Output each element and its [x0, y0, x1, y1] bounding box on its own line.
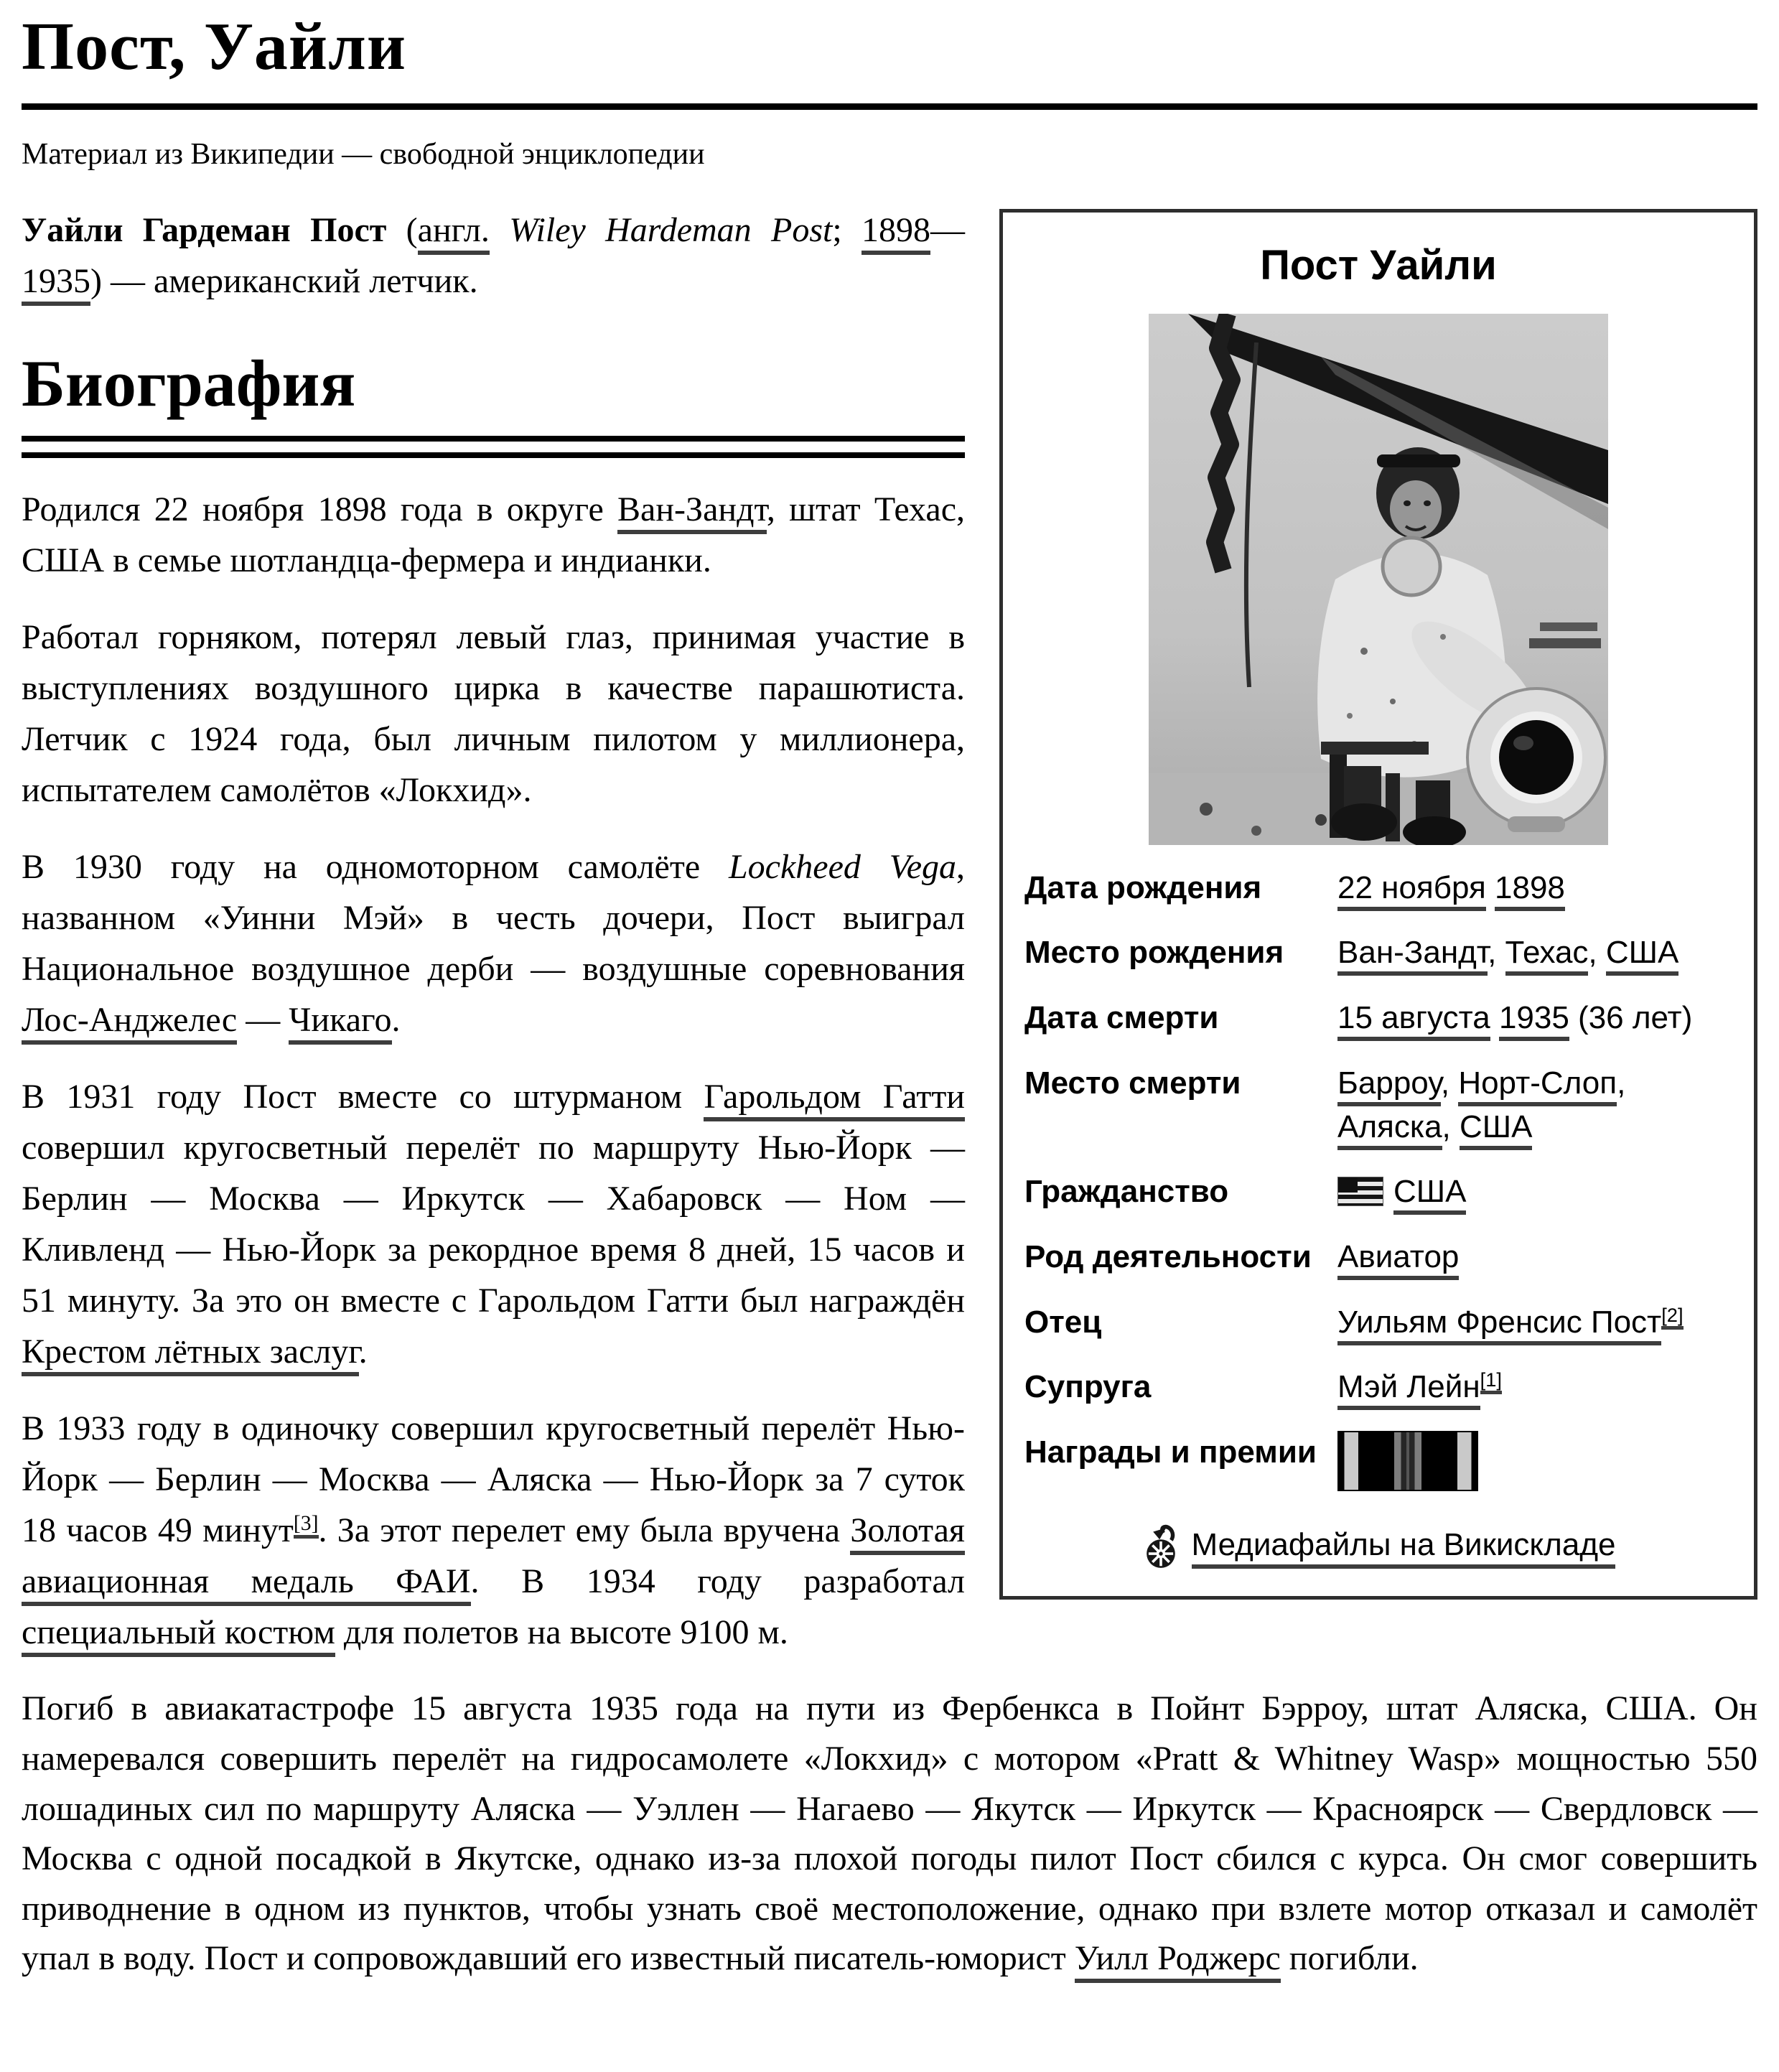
- text-link[interactable]: США: [1606, 935, 1678, 976]
- text-link[interactable]: Норт-Слоп: [1458, 1065, 1617, 1106]
- text-link[interactable]: Лос-Анджелес: [22, 1001, 237, 1045]
- usa-flag-icon: [1337, 1177, 1383, 1206]
- infobox-value: [1333, 931, 1732, 975]
- text-run: —: [930, 210, 965, 249]
- text-run: , названном «Уинни Мэй» в честь дочери, Пост выиграл Национальное воздушное дерби — воздушные соревнования: [22, 847, 966, 988]
- infobox-value: [1333, 1301, 1732, 1345]
- infobox-value: [1333, 997, 1732, 1040]
- text-run: для полетов на высоте 9100 м.: [335, 1613, 788, 1652]
- text-link[interactable]: специальный костюм: [22, 1613, 335, 1657]
- infobox-row-death-place: [1024, 1062, 1732, 1149]
- text-link[interactable]: Уильям Френсис Пост: [1337, 1305, 1661, 1345]
- infobox-row-birth-place: [1024, 931, 1732, 975]
- infobox-title: Пост Уайли: [1260, 241, 1497, 289]
- infobox-row-citizenship: [1024, 1170, 1732, 1214]
- infobox-value-text: [1393, 1174, 1466, 1215]
- text-run: (36 лет): [1569, 1000, 1693, 1036]
- text-run: , штат Техас, США в семье шотландца-фермера и индианки.: [22, 490, 966, 579]
- text-run: погибли.: [1280, 1939, 1419, 1978]
- text-run: Работал горняком, потерял левый глаз, принимая участие в выступлениях воздушного цирка в качестве парашютиста. Летчик с 1924 года, был личным пилотом у миллионера, испытателем самолётов «Локхид».: [22, 617, 965, 809]
- text-link[interactable]: Техас: [1505, 935, 1589, 976]
- text-link[interactable]: Крестом лётных заслуг: [22, 1333, 359, 1376]
- text-run: ,: [1488, 935, 1505, 971]
- infobox-value: [1333, 1431, 1732, 1491]
- text-link[interactable]: 1935: [1499, 1000, 1569, 1041]
- article-content: [22, 205, 1757, 1984]
- infobox-label: Место смерти: [1024, 1065, 1241, 1101]
- text-link[interactable]: Ван-Зандт: [617, 490, 767, 534]
- text-run: ,: [1440, 1065, 1459, 1101]
- infobox-value: [1333, 1236, 1732, 1279]
- paragraph-death: [22, 1684, 1757, 1984]
- infobox-value: [1333, 1170, 1732, 1214]
- infobox-label: Супруга: [1024, 1369, 1152, 1405]
- text-link[interactable]: США: [1460, 1109, 1532, 1150]
- text-run: (: [386, 210, 418, 249]
- section-divider-line1: [22, 436, 965, 442]
- text-link[interactable]: 15 августа: [1337, 1000, 1490, 1041]
- text-run: ,: [1442, 1109, 1460, 1144]
- text-link[interactable]: США: [1393, 1174, 1466, 1215]
- text-link[interactable]: Авиатор: [1337, 1239, 1459, 1280]
- text-link[interactable]: Гарольдом Гатти: [704, 1078, 965, 1121]
- text-run: . В 1934 году разработал: [470, 1562, 966, 1601]
- text-run: Уайли Гардеман Пост: [22, 210, 387, 249]
- infobox-row-birth-date: [1024, 867, 1732, 910]
- award-ribbon-image: [1337, 1431, 1478, 1491]
- title-divider: [22, 103, 1757, 110]
- text-run: Lockheed Vega: [728, 847, 957, 886]
- text-run: совершил кругосветный перелёт по маршруту Нью-Йорк — Берлин — Москва — Иркутск — Хабаровск — Ном — Кливленд — Нью-Йорк за рекордное время 8 дней, 15 часов и 51 минуту. За это он вместе с Гарольдом Гатти был награждён: [22, 1129, 965, 1320]
- text-link[interactable]: 22 ноября: [1337, 870, 1486, 911]
- wikimedia-commons-icon: [1141, 1524, 1180, 1572]
- section-divider-line2: [22, 452, 965, 458]
- infobox-label: Место рождения: [1024, 935, 1284, 971]
- text-link[interactable]: [2]: [1661, 1304, 1683, 1330]
- text-link[interactable]: Золотая авиационная медаль ФАИ: [22, 1511, 965, 1606]
- portrait-photo: [1149, 314, 1608, 845]
- text-run: .: [391, 1000, 401, 1039]
- infobox-row-awards: [1024, 1431, 1732, 1491]
- infobox: [999, 209, 1757, 1600]
- text-link[interactable]: 1898: [862, 211, 930, 255]
- infobox-label: Отец: [1024, 1304, 1102, 1340]
- infobox-row-father: [1024, 1301, 1732, 1345]
- text-link[interactable]: Уилл Роджерс: [1075, 1939, 1281, 1983]
- text-run: [1486, 870, 1495, 905]
- infobox-value: [1333, 867, 1732, 910]
- text-run: [1490, 1000, 1499, 1035]
- infobox-value: [1333, 1366, 1732, 1409]
- page-title: Пост, Уайли: [22, 9, 406, 84]
- text-run: . За этот перелет ему была вручена: [318, 1511, 851, 1550]
- text-link[interactable]: Ван-Зандт: [1337, 935, 1488, 976]
- text-link[interactable]: 1898: [1495, 870, 1565, 911]
- commons-link[interactable]: Медиафайлы на Викискладе: [1192, 1527, 1616, 1569]
- text-link[interactable]: [1]: [1480, 1368, 1502, 1394]
- text-run: Родился 22 ноября 1898 года в округе: [22, 490, 618, 528]
- text-link[interactable]: Аляска: [1337, 1109, 1442, 1150]
- infobox-footer: [1024, 1524, 1732, 1572]
- text-run: ,: [1617, 1065, 1626, 1101]
- text-run: В 1930 году на одномоторном самолёте: [22, 847, 729, 886]
- infobox-row-occupation: [1024, 1236, 1732, 1279]
- text-link[interactable]: [3]: [294, 1511, 319, 1539]
- infobox-label: Дата смерти: [1024, 1000, 1219, 1036]
- text-run: —: [237, 1000, 289, 1039]
- infobox-row-death-date: [1024, 997, 1732, 1040]
- text-run: ) — американский летчик.: [90, 261, 478, 300]
- text-link[interactable]: 1935: [22, 262, 90, 306]
- infobox-value: [1333, 1062, 1732, 1149]
- text-run: В 1931 году Пост вместе со штурманом: [22, 1078, 704, 1116]
- text-link[interactable]: Мэй Лейн: [1337, 1369, 1480, 1410]
- text-run: [490, 211, 509, 249]
- infobox-label: Дата рождения: [1024, 869, 1262, 905]
- text-link[interactable]: англ.: [418, 211, 490, 255]
- infobox-label: Род деятельности: [1024, 1238, 1312, 1274]
- infobox-row-spouse: [1024, 1366, 1732, 1409]
- text-run: .: [358, 1333, 368, 1371]
- site-tagline: Материал из Википедии — свободной энциклопедии: [22, 137, 705, 171]
- infobox-label: Награды и премии: [1024, 1434, 1317, 1470]
- text-run: ;: [832, 210, 862, 249]
- infobox-label: Гражданство: [1024, 1174, 1229, 1210]
- text-run: Wiley Hardeman Post: [509, 210, 833, 249]
- text-run: ,: [1588, 935, 1606, 971]
- text-run: Погиб в авиакатастрофе 15 августа 1935 года на пути из Фербенкса в Пойнт Бэрроу, штат Аляска, США. Он намеревался совершить перелёт на гидросамолете «Локхид» с мотором «Pratt & Whitney Wasp» мощностью 550 лошадиных сил по маршруту Аляска — Уэллен — Нагаево — Якутск — Иркутск — Красноярск — Свердловск — Москва с одной посадкой в Якутске, однако из-за плохой погоды пилот Пост сбился с курса. Он смог совершить приводнение в одном из пунктов, чтобы узнать своё местоположение, однако при взлете мотор отказал и самолёт упал в воду. Пост и сопровождавший его известный писатель-юморист: [22, 1689, 1757, 1978]
- text-link[interactable]: Барроу: [1337, 1065, 1441, 1106]
- section-heading-biography: Биография: [22, 346, 356, 420]
- text-run: В 1933 году в одиночку совершил кругосветный перелёт Нью-Йорк — Берлин — Москва — Аляска — Нью-Йорк за 7 суток 18 часов 49 минут: [22, 1409, 965, 1550]
- text-link[interactable]: Чикаго: [289, 1001, 391, 1045]
